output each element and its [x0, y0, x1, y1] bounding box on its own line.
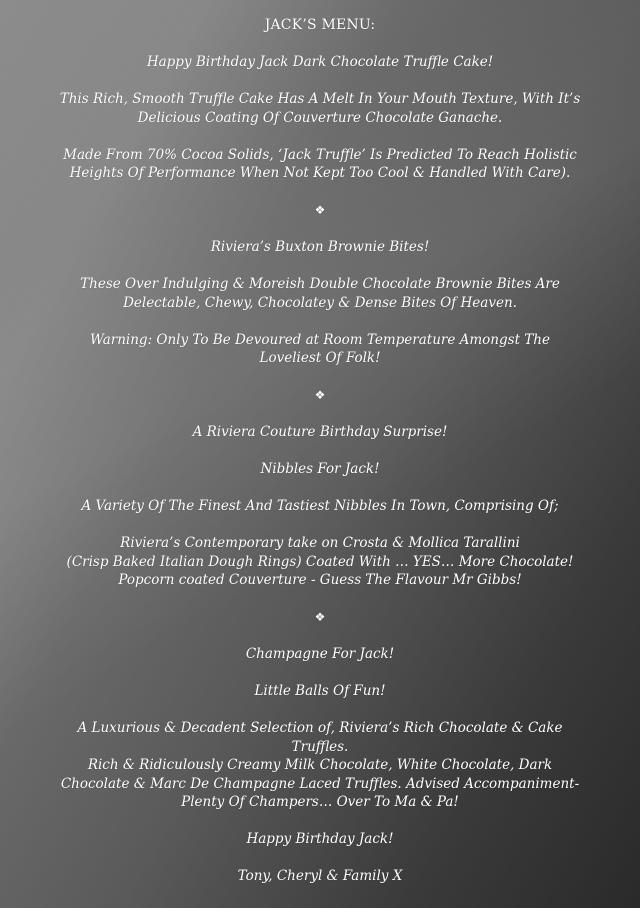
cake-description-line: Delicious Coating Of Couverture Chocolate Ganache.: [137, 109, 503, 126]
brownie-warning-line: Warning: Only To Be Devoured at Room Temperature Amongst The: [90, 331, 550, 348]
divider-ornament-icon: ❖: [314, 388, 326, 402]
cake-note-line: Heights Of Performance When Not Kept Too Cool & Handled With Care).: [69, 165, 571, 181]
cake-note-line: Made From 70% Cocoa Solids, ‘Jack Truffle’ Is Predicted To Reach Holistic: [63, 146, 577, 163]
truffles-description-line: Plenty Of Champers… Over To Ma & Pa!: [181, 794, 459, 810]
surprise-heading: A Riviera Couture Birthday Surprise!: [192, 424, 448, 440]
cake-name: Happy Birthday Jack Dark Chocolate Truffle Cake!: [146, 54, 494, 70]
truffles-description-line: Rich & Ridiculously Creamy Milk Chocolate, White Chocolate, Dark: [87, 757, 553, 773]
divider-ornament-icon: ❖: [314, 610, 326, 624]
truffles-description-line: Chocolate & Marc De Champagne Laced Truffles. Advised Accompaniment-: [60, 775, 580, 792]
menu-document: [50, 16, 590, 886]
nibbles-detail-line: Riviera’s Contemporary take on Crosta & Mollica Tarallini: [120, 535, 520, 551]
brownie-warning-line: Loveliest Of Folk!: [259, 350, 381, 366]
brownie-description-line: Delectable, Chewy, Chocolatey & Dense Bites Of Heaven.: [123, 294, 517, 311]
brownie-description: [50, 275, 590, 312]
truffles-description-line: Truffles.: [291, 738, 349, 755]
nibbles-intro: A Variety Of The Finest And Tastiest Nibbles In Town, Comprising Of;: [81, 498, 559, 514]
nibbles-details: [50, 534, 590, 590]
signature: Tony, Cheryl & Family X: [237, 868, 403, 884]
nibbles-detail-line: (Crisp Baked Italian Dough Rings) Coated With … YES… More Chocolate!: [66, 553, 574, 570]
closing-greeting: Happy Birthday Jack!: [246, 831, 394, 847]
cake-description-line: This Rich, Smooth Truffle Cake Has A Melt In Your Mouth Texture, With It’s: [59, 91, 581, 107]
nibbles-name: Nibbles For Jack!: [260, 461, 380, 477]
cake-note: [50, 146, 590, 183]
menu-title: JACK’S MENU:: [264, 17, 376, 33]
brownie-name: Riviera’s Buxton Brownie Bites!: [210, 239, 430, 255]
champagne-name: Champagne For Jack!: [245, 646, 395, 662]
cake-description: [50, 90, 590, 127]
divider-ornament-icon: ❖: [314, 203, 326, 217]
nibbles-detail-line: Popcorn coated Couverture - Guess The Flavour Mr Gibbs!: [118, 572, 522, 588]
brownie-warning: [50, 331, 590, 368]
brownie-description-line: These Over Indulging & Moreish Double Chocolate Brownie Bites Are: [80, 276, 560, 292]
truffles-description: [50, 719, 590, 812]
truffles-description-line: A Luxurious & Decadent Selection of, Riviera’s Rich Chocolate & Cake: [77, 720, 563, 736]
truffles-name: Little Balls Of Fun!: [254, 683, 386, 699]
